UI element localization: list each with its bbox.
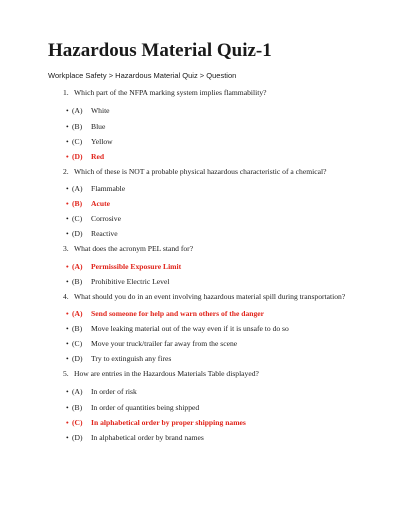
question-number: 3.	[63, 244, 69, 253]
question-text: Which part of the NFPA marking system implies flammability?	[74, 88, 267, 97]
question-3	[63, 244, 193, 253]
bullet-icon: •	[66, 354, 69, 363]
option-1d-correct[interactable]: • (D) Red	[66, 152, 105, 161]
bullet-icon: •	[66, 339, 69, 348]
option-1c[interactable]: • (C) Yellow	[66, 137, 113, 146]
bullet-icon: •	[66, 309, 69, 318]
bullet-icon: •	[66, 418, 69, 427]
option-2a[interactable]: • (A) Flammable	[66, 184, 126, 193]
option-5d[interactable]: • (D) In alphabetical order by brand names	[66, 433, 204, 442]
bullet-icon: •	[66, 262, 69, 271]
option-1b[interactable]: • (B) Blue	[66, 122, 106, 131]
bullet-icon: •	[66, 387, 69, 396]
option-4a-correct[interactable]: • (A) Send someone for help and warn others of the danger	[66, 309, 265, 318]
question-2	[63, 167, 326, 176]
bullet-icon: •	[66, 199, 69, 208]
option-2d[interactable]: • (D) Reactive	[66, 229, 118, 238]
bullet-icon: •	[66, 184, 69, 193]
option-1a[interactable]: • (A) White	[66, 106, 110, 115]
bullet-icon: •	[66, 137, 69, 146]
question-number: 2.	[63, 167, 69, 176]
bullet-icon: •	[66, 152, 69, 161]
option-5c-correct[interactable]: • (C) In alphabetical order by proper shipping names	[66, 418, 246, 427]
option-3b[interactable]: • (B) Prohibitive Electric Level	[66, 277, 170, 286]
option-3a-correct[interactable]: • (A) Permissible Exposure Limit	[66, 262, 182, 271]
option-4c[interactable]: • (C) Move your truck/trailer far away from the scene	[66, 339, 238, 348]
bullet-icon: •	[66, 122, 69, 131]
option-2c[interactable]: • (C) Corrosive	[66, 214, 121, 223]
question-number: 1.	[63, 88, 69, 97]
breadcrumb: Workplace Safety > Hazardous Material Quiz > Question	[48, 71, 237, 80]
bullet-icon: •	[66, 433, 69, 442]
option-2b-correct[interactable]: • (B) Acute	[66, 199, 110, 208]
bullet-icon: •	[66, 324, 69, 333]
question-number: 4.	[63, 292, 69, 301]
question-text: What does the acronym PEL stand for?	[74, 244, 194, 253]
option-4b[interactable]: • (B) Move leaking material out of the way even if it is unsafe to do so	[66, 324, 289, 333]
option-4d[interactable]: • (D) Try to extinguish any fires	[66, 354, 172, 363]
bullet-icon: •	[66, 403, 69, 412]
question-text: What should you do in an event involving hazardous material spill during transportation?	[74, 292, 346, 301]
option-5a[interactable]: • (A) In order of risk	[66, 387, 137, 396]
bullet-icon: •	[66, 277, 69, 286]
question-text: Which of these is NOT a probable physical hazardous characteristic of a chemical?	[74, 167, 327, 176]
option-5b[interactable]: • (B) In order of quantities being shipped	[66, 403, 200, 412]
question-text: How are entries in the Hazardous Materials Table displayed?	[74, 369, 259, 378]
question-5	[63, 369, 259, 378]
page-title: Hazardous Material Quiz-1	[48, 40, 272, 61]
bullet-icon: •	[66, 229, 69, 238]
bullet-icon: •	[66, 214, 69, 223]
question-number: 5.	[63, 369, 69, 378]
bullet-icon: •	[66, 106, 69, 115]
question-4	[63, 292, 345, 301]
question-1	[63, 88, 267, 97]
